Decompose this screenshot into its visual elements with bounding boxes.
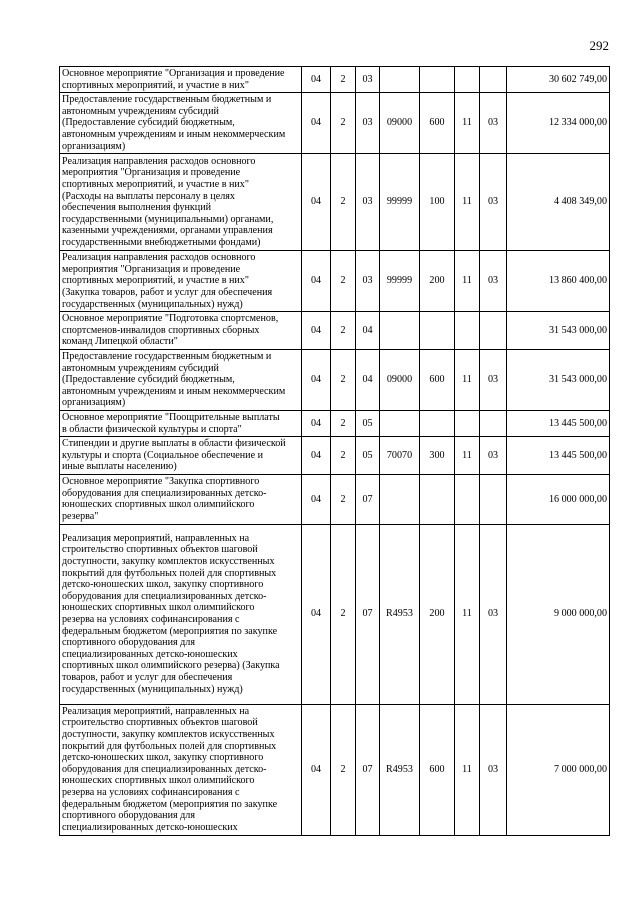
row-code-2: 2: [331, 475, 356, 524]
row-code-5: 600: [420, 704, 455, 835]
row-code-2: 2: [331, 704, 356, 835]
row-code-7: [480, 410, 507, 436]
row-code-6: [455, 410, 480, 436]
row-code-4: [380, 312, 420, 350]
row-code-5: [420, 410, 455, 436]
row-code-4: 09000: [380, 349, 420, 410]
row-code-6: [455, 67, 480, 93]
row-code-6: 11: [455, 251, 480, 312]
row-code-2: 2: [331, 154, 356, 251]
row-code-1: 04: [302, 312, 331, 350]
row-code-7: 03: [480, 93, 507, 154]
row-code-6: [455, 475, 480, 524]
row-code-3: 07: [356, 704, 380, 835]
row-code-4: 70070: [380, 437, 420, 475]
table-row: [60, 704, 610, 835]
row-code-4: [380, 475, 420, 524]
row-code-1: 04: [302, 704, 331, 835]
budget-table: [59, 66, 610, 836]
table-row: [60, 67, 610, 93]
row-code-2: 2: [331, 251, 356, 312]
row-code-3: 03: [356, 154, 380, 251]
row-code-4: 99999: [380, 154, 420, 251]
row-code-2: 2: [331, 93, 356, 154]
row-code-2: 2: [331, 67, 356, 93]
row-code-3: 04: [356, 312, 380, 350]
table-row: [60, 349, 610, 410]
row-name: Предоставление государственным бюджетным и автономным учреждениям субсидий (Предоставление субсидий бюджетным, автономным учреждениям и иным некоммерческим организациям): [60, 93, 302, 154]
row-code-6: 11: [455, 93, 480, 154]
row-code-3: 03: [356, 251, 380, 312]
row-code-5: 100: [420, 154, 455, 251]
row-name: Реализация направления расходов основного мероприятия "Организация и проведение спортивных мероприятий, и участие в них" (Закупка товаров, работ и услуг для обеспечения государственных (муниципальных) нужд): [60, 251, 302, 312]
table-row: [60, 93, 610, 154]
row-code-2: 2: [331, 437, 356, 475]
row-amount: 30 602 749,00: [507, 67, 610, 93]
row-code-5: 200: [420, 251, 455, 312]
row-code-4: [380, 67, 420, 93]
row-code-7: 03: [480, 349, 507, 410]
row-amount: 4 408 349,00: [507, 154, 610, 251]
row-code-3: 03: [356, 67, 380, 93]
row-code-1: 04: [302, 410, 331, 436]
table-row: [60, 475, 610, 524]
row-code-6: 11: [455, 349, 480, 410]
row-code-1: 04: [302, 437, 331, 475]
row-code-6: 11: [455, 154, 480, 251]
row-code-5: 600: [420, 349, 455, 410]
row-amount: 9 000 000,00: [507, 524, 610, 704]
row-code-6: 11: [455, 437, 480, 475]
row-code-5: [420, 67, 455, 93]
row-amount: 31 543 000,00: [507, 312, 610, 350]
row-code-2: 2: [331, 312, 356, 350]
row-code-3: 04: [356, 349, 380, 410]
row-code-2: 2: [331, 524, 356, 704]
table-row: [60, 410, 610, 436]
row-amount: 7 000 000,00: [507, 704, 610, 835]
row-code-7: [480, 475, 507, 524]
row-code-1: 04: [302, 251, 331, 312]
table-row: [60, 251, 610, 312]
row-code-4: R4953: [380, 704, 420, 835]
row-code-5: [420, 475, 455, 524]
row-amount: 16 000 000,00: [507, 475, 610, 524]
row-code-7: [480, 312, 507, 350]
row-code-4: R4953: [380, 524, 420, 704]
row-code-7: 03: [480, 251, 507, 312]
row-code-1: 04: [302, 524, 331, 704]
row-name: Предоставление государственным бюджетным и автономным учреждениям субсидий (Предоставление субсидий бюджетным, автономным учреждениям и иным некоммерческим организациям): [60, 349, 302, 410]
row-code-3: 03: [356, 93, 380, 154]
row-code-3: 05: [356, 437, 380, 475]
row-amount: 31 543 000,00: [507, 349, 610, 410]
row-name: Стипендии и другие выплаты в области физической культуры и спорта (Социальное обеспечение и иные выплаты населению): [60, 437, 302, 475]
row-code-7: 03: [480, 704, 507, 835]
row-code-4: 99999: [380, 251, 420, 312]
row-code-5: 600: [420, 93, 455, 154]
row-name: Основное мероприятие "Поощрительные выплаты в области физической культуры и спорта": [60, 410, 302, 436]
row-code-3: 07: [356, 475, 380, 524]
row-code-1: 04: [302, 349, 331, 410]
row-amount: 13 445 500,00: [507, 437, 610, 475]
page-number: 292: [589, 38, 609, 53]
table-row: [60, 437, 610, 475]
row-code-7: 03: [480, 524, 507, 704]
row-code-2: 2: [331, 349, 356, 410]
row-amount: 13 860 400,00: [507, 251, 610, 312]
row-code-5: [420, 312, 455, 350]
row-name: Основное мероприятие "Закупка спортивного оборудования для специализированных детско- юношеских спортивных школ олимпийского резерва": [60, 475, 302, 524]
row-code-6: [455, 312, 480, 350]
row-code-7: 03: [480, 154, 507, 251]
row-code-6: 11: [455, 524, 480, 704]
row-code-7: [480, 67, 507, 93]
row-code-1: 04: [302, 93, 331, 154]
row-code-1: 04: [302, 67, 331, 93]
row-amount: 12 334 000,00: [507, 93, 610, 154]
table-row: [60, 154, 610, 251]
row-code-1: 04: [302, 475, 331, 524]
row-name: Реализация мероприятий, направленных на строительство спортивных объектов шаговой доступности, закупку комплектов искусственных покрытий для футбольных полей для спортивных детско-юношеских школ, закупку спортивного оборудования для специализированных детско- юношеских спортивных школ олимпийского резерва на условиях софинансирования с федеральным бюджетом (мероприятия по закупке спортивного оборудования для специализированных детско-юношеских: [60, 704, 302, 835]
table-row: [60, 524, 610, 704]
row-code-2: 2: [331, 410, 356, 436]
row-code-7: 03: [480, 437, 507, 475]
row-name: Реализация мероприятий, направленных на строительство спортивных объектов шаговой доступности, закупку комплектов искусственных покрытий для футбольных полей для спортивных детско-юношеских школ, закупку спортивного оборудования для специализированных детско- юношеских спортивных школ олимпийского резерва на условиях софинансирования с федеральным бюджетом (мероприятия по закупке спортивного оборудования для специализированных детско-юношеских спортивных школ олимпийского резерва) (Закупка товаров, работ и услуг для обеспечения государственных (муниципальных) нужд): [60, 524, 302, 704]
row-code-3: 05: [356, 410, 380, 436]
row-code-5: 200: [420, 524, 455, 704]
row-code-6: 11: [455, 704, 480, 835]
row-code-1: 04: [302, 154, 331, 251]
row-name: Основное мероприятие "Организация и проведение спортивных мероприятий, и участие в них": [60, 67, 302, 93]
row-name: Реализация направления расходов основного мероприятия "Организация и проведение спортивных мероприятий, и участие в них" (Расходы на выплаты персоналу в целях обеспечения выполнения функций государственными (муниципальными) органами, казенными учреждениями, органами управления государственными внебюджетными фондами): [60, 154, 302, 251]
row-code-5: 300: [420, 437, 455, 475]
row-code-4: 09000: [380, 93, 420, 154]
table-row: [60, 312, 610, 350]
row-name: Основное мероприятие "Подготовка спортсменов, спортсменов-инвалидов спортивных сборных команд Липецкой области": [60, 312, 302, 350]
row-code-3: 07: [356, 524, 380, 704]
row-amount: 13 445 500,00: [507, 410, 610, 436]
row-code-4: [380, 410, 420, 436]
